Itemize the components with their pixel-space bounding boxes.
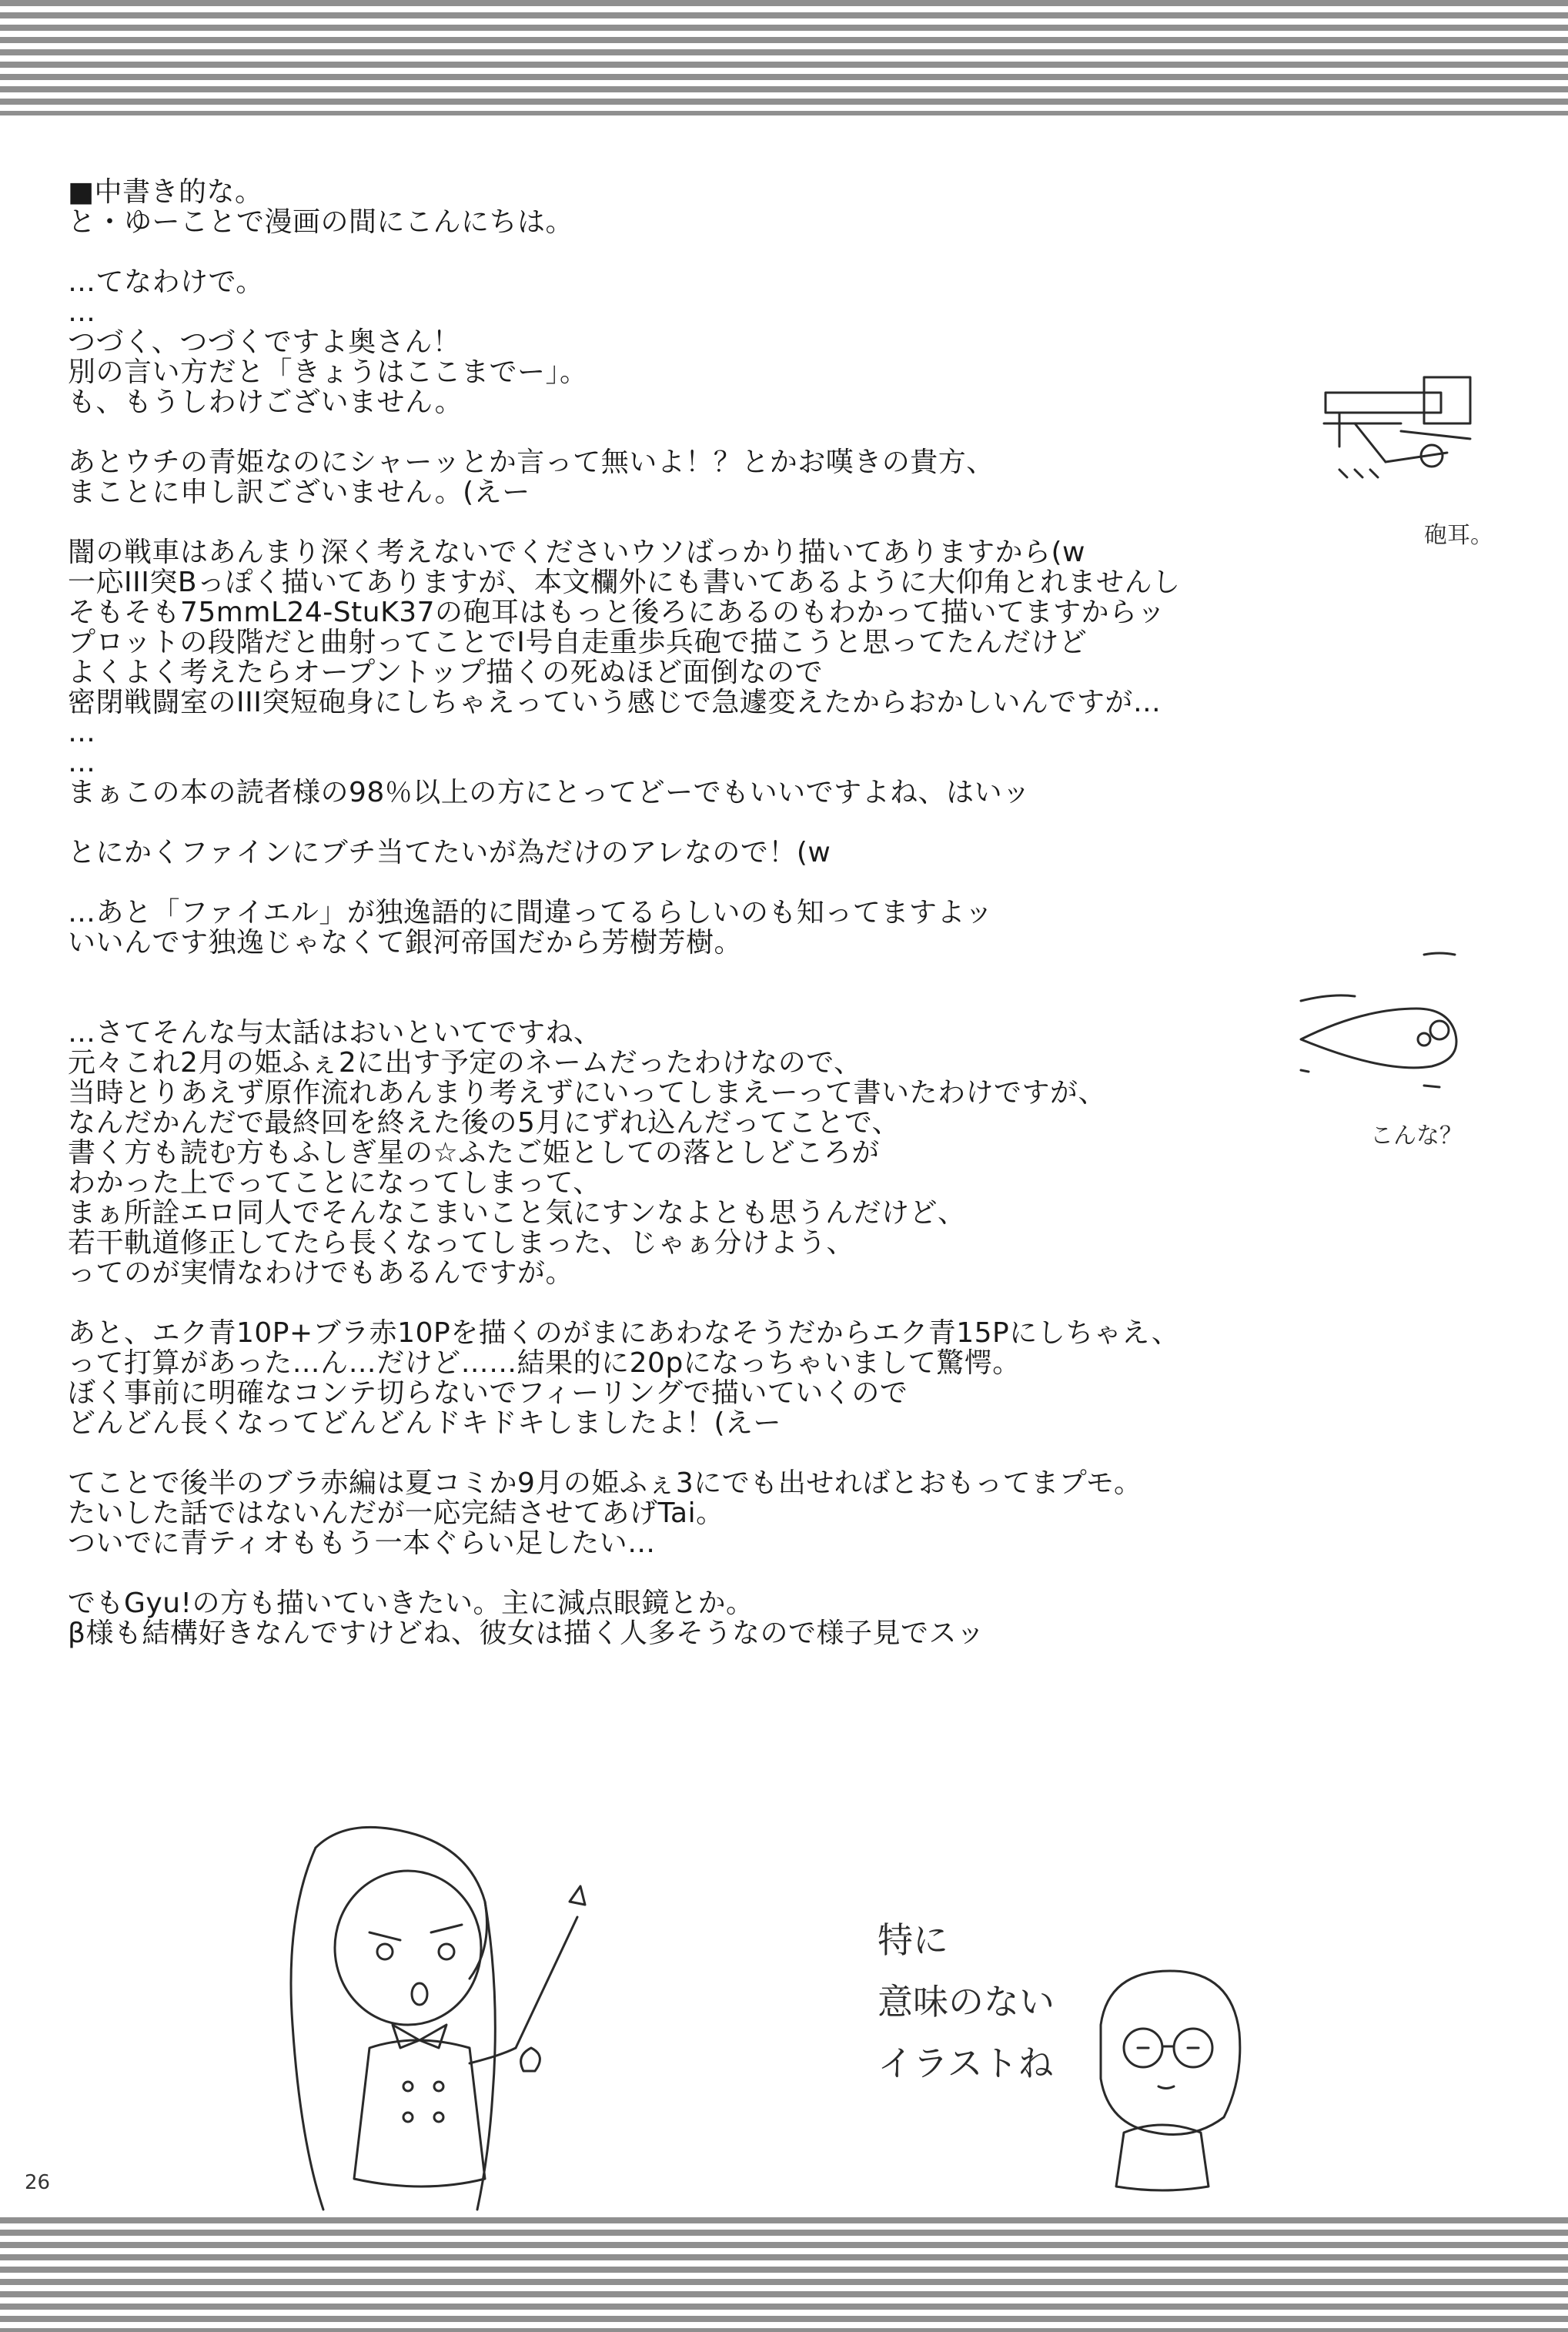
text-line [68, 808, 1361, 838]
cannon-caption: 砲耳。 [1424, 522, 1493, 549]
text-line: なんだかんだで最終回を終えた後の5月にずれ込んだってことで、 [68, 1107, 901, 1139]
text-line: 元々これ2月の姫ふぇ2に出す予定のネームだったわけなので、 [68, 1047, 862, 1079]
cannon-trunnion-sketch-icon [1309, 362, 1493, 554]
afterword-text [68, 177, 1361, 1648]
text-line: …あと「ファイエル」が独逸語的に間違ってるらしいのも知ってますよッ [68, 897, 993, 928]
text-line: そもそも75mmL24-StuK37の砲耳はもっと後ろにあるのもわかって描いてますからッ [68, 597, 1166, 628]
text-line: まことに申し訳ございません。(えー [68, 477, 530, 508]
text-line [68, 1288, 1361, 1318]
top-stripe-border [0, 0, 1568, 115]
text-line: まぁこの本の読者様の98％以上の方にとってどーでもいいですよね、はいッ [68, 777, 1031, 808]
text-line [68, 507, 1361, 537]
text-line: ■中書き的な。 [68, 176, 263, 208]
text-line: てことで後半のブラ赤編は夏コミか9月の姫ふぇ3にでも出せればとおもってまプモ。 [68, 1467, 1142, 1499]
text-line: 闇の戦車はあんまり深く考えないでくださいウソばっかり描いてありますから(w [68, 537, 1085, 568]
text-line: と・ゆーことで漫画の間にこんにちは。 [68, 206, 574, 238]
text-line: β様も結構好きなんですけどね、彼女は描く人多そうなので様子見でスッ [68, 1618, 985, 1649]
text-line: 一応III突Bっぽく描いてありますが、本文欄外にも書いてあるように大仰角とれませんし [68, 567, 1181, 598]
text-line: とにかくファインにブチ当てたいが為だけのアレなので！(w [68, 837, 831, 868]
girl-with-wand-sketch-icon [254, 1817, 654, 2217]
text-line: … [68, 717, 96, 748]
text-line [68, 958, 1361, 988]
text-line [68, 1438, 1361, 1468]
text-line: いいんです独逸じゃなくて銀河帝国だから芳樹芳樹。 [68, 927, 743, 959]
text-line [68, 417, 1361, 447]
text-line: …さてそんな与太話はおいといてですね、 [68, 1017, 602, 1049]
text-line: プロットの段階だと曲射ってことでI号自走重歩兵砲で描こうと思ってたんだけど [68, 627, 1088, 658]
page-number: 26 [25, 2171, 51, 2194]
text-line: まぁ所詮エロ同人でそんなこまいこと気にすンなよとも思うんだけど、 [68, 1197, 966, 1229]
text-line [68, 988, 1361, 1018]
text-line: 書く方も読む方もふしぎ星の☆ふたご姫としての落としどころが [68, 1137, 880, 1169]
text-line: よくよく考えたらオープントップ描くの死ぬほど面倒なので [68, 657, 824, 688]
text-line: 密閉戦闘室のIII突短砲身にしちゃえっていう感じで急遽変えたからおかしいんですが… [68, 687, 1162, 718]
text-line: たいした話ではないんだが一応完結させてあげTai。 [68, 1497, 724, 1529]
text-line: でもGyu!の方も描いていきたい。主に減点眼鏡とか。 [68, 1588, 754, 1619]
text-line: わかった上でってことになってしまって、 [68, 1167, 601, 1199]
shell-caption: こんな？ [1370, 1123, 1463, 1149]
text-line: どんどん長くなってどんどんドキドキしましたよ！(えー [68, 1407, 782, 1439]
flying-shell-sketch-icon [1285, 939, 1478, 1155]
text-line: … [68, 296, 96, 328]
glasses-character-sketch-icon [1070, 1956, 1255, 2202]
text-line: 当時とりあえず原作流れあんまり考えずにいってしまえーって書いたわけですが、 [68, 1077, 1107, 1109]
text-line: ぼく事前に明確なコンテ切らないでフィーリングで描いていくので [68, 1377, 908, 1409]
text-line [68, 237, 1361, 267]
bottom-stripe-border [0, 2217, 1568, 2332]
text-line: 若干軌道修正してたら長くなってしまった、じゃぁ分けよう、 [68, 1227, 855, 1259]
text-line: ついでに青ティオももう一本ぐらい足したい… [68, 1527, 656, 1559]
note-line-1: 特に [878, 1919, 948, 1961]
text-line: あとウチの青姫なのにシャーッとか言って無いよ！？とかお嘆きの貴方、 [68, 447, 995, 478]
text-line: も、もうしわけございません。 [68, 386, 463, 418]
text-line: 別の言い方だと「きょうはここまでー」。 [68, 356, 588, 388]
text-line: あと、エク青10P+ブラ赤10Pを描くのがまにあわなそうだからエク青15Pにしちゃえ、 [68, 1317, 1180, 1349]
text-line: … [68, 747, 96, 778]
text-line: つづく、つづくですよ奥さん！ [68, 326, 461, 358]
text-line: ってのが実情なわけでもあるんですが。 [68, 1257, 574, 1289]
text-line [68, 868, 1361, 898]
note-line-2: 意味のない [878, 1981, 1055, 2023]
text-line [68, 1558, 1361, 1588]
text-line: …てなわけで。 [68, 266, 264, 298]
text-line: って打算があった…ん…だけど……結果的に20pになっちゃいまして驚愕。 [68, 1347, 1021, 1379]
note-line-3: イラストね [878, 2043, 1054, 2084]
